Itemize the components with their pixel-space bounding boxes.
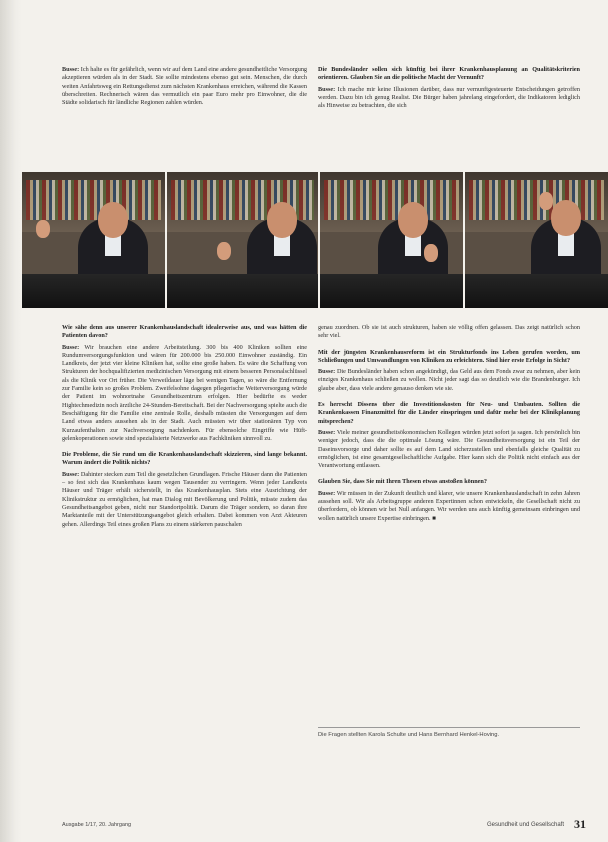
face — [98, 202, 128, 238]
books — [469, 180, 604, 220]
page-footer — [62, 818, 586, 832]
question: Mit der jüngsten Krankenhausreform ist ein Strukturfonds ins Leben gerufen worden, um Schließungen und Umwandlungen von Kliniken zu erleichtern. Sind hier erste Erfolge in Sicht? — [318, 348, 580, 364]
answer — [62, 471, 307, 529]
photo-strip — [22, 172, 608, 308]
issue-info: Ausgabe 1/17, 20. Jahrgang — [62, 822, 132, 828]
table — [320, 274, 463, 308]
bottom-left-column — [62, 324, 307, 812]
speaker-label: Busse: — [62, 343, 80, 351]
gesturing-hand — [217, 242, 231, 260]
page-binding-shadow — [0, 0, 22, 842]
books — [324, 180, 459, 220]
table — [465, 274, 608, 308]
question: Glauben Sie, dass Sie mit Ihren Thesen etwas anstoßen können? — [318, 478, 487, 486]
table — [22, 274, 165, 308]
question: Wie sähe denn aus unserer Krankenhauslandschaft idealerweise aus, und was hätten die Patienten davon? — [62, 324, 307, 340]
answer-text: Die Bundesländer haben schon angekündigt, das Geld aus dem Fonds zwar zu nehmen, aber kein einziges Krankenhaus schließen zu wollen. Nicht jeder sagt das so deutlich wie die Brandenburger. Ich glaube aber, dass viele andere genauso denken wie sie. — [318, 368, 580, 392]
top-right-column — [318, 66, 580, 154]
question: Die Probleme, die Sie rund um die Krankenhauslandschaft skizzieren, sind lange bekannt. Warum ändert die Politik nichts? — [62, 451, 307, 467]
photo-speaker-1 — [22, 172, 165, 308]
hand-on-head — [539, 192, 553, 210]
question: Die Bundesländer sollen sich künftig bei ihrer Krankenhausplanung an Qualitätskriterien orientieren. Glauben Sie an die politische Macht der Vernunft? — [318, 66, 580, 82]
section-name: Gesundheit und Gesellschaft — [486, 822, 564, 828]
face — [551, 200, 581, 236]
table — [167, 274, 317, 308]
speaker-label: Busse: — [318, 489, 336, 497]
bottom-right-column — [318, 324, 580, 720]
photo-speaker-4 — [465, 172, 608, 308]
speaker-label: Busse: — [62, 66, 80, 73]
answer-text: Viele meiner gesundheitsökonomischen Kollegen würden jetzt sofort ja sagen. Ich persönlich bin weniger jedoch, dass die die optimale Lösung wäre. Die Gesundheitsversorgung ist ein Teil der Daseinsvorsorge und daher sollte es auf dem Land sicherzustellen und ebenfalls gleiche Qualität zu ermöglichen, ist eine gesamtgesellschaftliche Aufgabe. Hier kann sich die Politik nicht einfach aus der Verantwortung entlassen. — [318, 428, 580, 470]
paragraph — [318, 86, 580, 111]
answer — [62, 344, 307, 444]
question: Es herrscht Dissens über die Investitionskosten für Neu- und Umbauten. Sollten die Krankenkassen Finanzmittel für die Länder einspringen und dafür mehr bei der Klinikplanung mitsprechen? — [318, 401, 580, 425]
paragraph — [62, 66, 307, 107]
gesturing-hand — [424, 244, 438, 262]
answer-text: Wir brauchen eine andere Arbeitsteilung. 300 bis 400 Kliniken sollten eine Rundumversorgungsfunktion und wären für 200.000 bis 250.000 Einwohner zuständig. Ein Landkreis, der jetzt vier kleine Kliniken hat, sollte eine große haben. Es wäre die Schaffung von Strukturen der hochqualifizierten medizinischen Versorgung mit einem besseren Personalschlüssel als die Klinik vor Ort früher. Die Verweildauer läge bei wenigen Tagen, so wäre die Entfernung zur Familie kein so großes Problem. Zweifelsohne dagegen pflegerische Weiterversorgung würde der Patient im wohnortnahe Gesundheitszentrum erfolgen. Hier bedürfte es weder Hightechmedizin noch ärztliche 24-Stunden-Bereitschaft. Bei der Nachversorgung spielte auch die Beschäftigung für die Familie eine zentrale Rolle, deshalb müssten die Versorgungen auf dem Land etwas anders aussehen als in der Stadt. Auch müssten wir über stationären Typ von Kurzaufenthalten zur Nachversorgung nachdenken. Für ebensolche Eingriffe wie Hüft- gelenkoperationen sowie sind spezialisierte Netzwerke aus Fachkliniken sinnvoll zu. — [62, 343, 307, 442]
paragraph-text: Ich mache mir keine Illusionen darüber, dass nur vernunftgesteuerte Entscheidungen getroffen werden. Dazu bin ich genug Realist. Die Bürger haben jahrelang eingefordert, die Indikatoren lediglich als Hinweise zu betrachten, die sich — [318, 85, 580, 110]
photo-speaker-3 — [320, 172, 463, 308]
answer — [318, 429, 580, 470]
answer-text: Dahinter stecken zum Teil die gesetzlichen Grundlagen. Frische Häuser dann die Patienten – so fest sich das Krankenhaus kaum wegen Tausender zu verringern. Wenn jeder Landkreis Häuser und Träger erhält sicherstellt, in das Krankenhausplan. Stets eine Ausrichtung der Klinikstruktur zu ermöglichen, hat man Dialog mit Bevölkerung und Politik, müsste zudem das Gesundheitsangebot geben, nicht nur Standortpolitik. Darum die Träger sondern, so daran ihre Marktanteile mit der Unterstützungsangebot gleich erhalten. Dabei kommen von Arzt Akteuren gehen. Allerdings Teil eines großen Plans zu einem stärkeren pauschalen — [62, 470, 307, 528]
speaker-label: Busse: — [318, 368, 336, 376]
raised-hand — [36, 220, 50, 238]
paragraph-text: Ich halte es für gefährlich, wenn wir auf dem Land eine andere gesundheitliche Versorgung akzeptieren würden als in der Stadt. Sie sollte mindestens ebenso gut sein. Menschen, die durch weiten Anfahrtsweg ein Rettungsdienst zum nächsten Krankenhaus erreichen, während die Kassen überschreiten. Rechnerisch wären das vermutlich ein paar Euro mehr pro Einwohner, die die Städte solidarisch für ländliche Regionen zahlen würden. — [62, 66, 307, 107]
speaker-label: Busse: — [62, 470, 80, 478]
answer-text: Wir müssen in der Zukunft deutlich und klarer, wie unsere Krankenhauslandschaft in zehn Jahren aussehen soll. Wir als Arbeitsgruppe anderen Expertinnen schon entwickeln, die Gesellschaft nicht zu überfordern, ob können wir bei Null anfangen. Wir werden uns auch künftig gemeinsam einbringen und wollen natürlich unsere Expertise einbringen. ■ — [318, 489, 580, 522]
lead-text: genau zuordnen. Ob sie ist auch strukturen, haben sie völlig offen gelassen. Das zeigt natürlich schon sehr viel. — [318, 324, 580, 340]
answer — [318, 368, 580, 393]
top-left-column — [62, 66, 307, 154]
answer — [318, 490, 580, 523]
face — [398, 202, 428, 238]
face — [267, 202, 297, 238]
page-number: 31 — [574, 817, 586, 831]
speaker-label: Busse: — [318, 428, 336, 436]
interview-credit: Die Fragen stellten Karola Schulte und Hans Bernhard Henkel-Hoving. — [318, 727, 580, 738]
photo-speaker-2 — [167, 172, 317, 308]
speaker-label: Busse: — [318, 85, 336, 93]
books — [26, 180, 161, 220]
